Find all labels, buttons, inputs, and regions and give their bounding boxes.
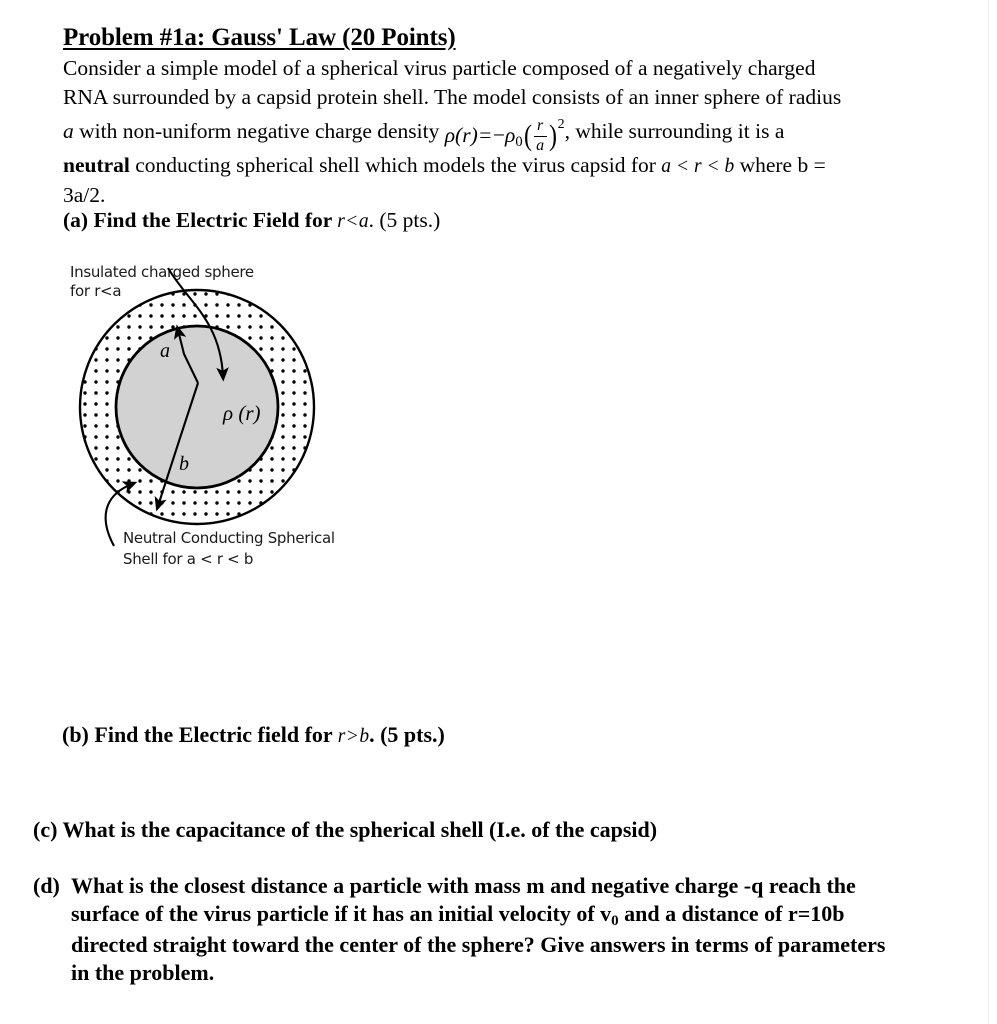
part-a-cond-right: a	[358, 211, 369, 232]
part-b-cond-right: b	[359, 726, 370, 747]
page-title: Problem #1a: Gauss' Law (20 Points)	[63, 24, 456, 51]
radius-b-label: b	[179, 453, 189, 475]
radius-a-label: a	[160, 340, 170, 362]
statement-line-2: RNA surrounded by a capsid protein shell. The model consists of an inner sphere of radius	[63, 85, 842, 109]
inequality-a-r-b: a < r < b	[661, 156, 735, 178]
part-a-condition	[337, 211, 368, 232]
part-a-cond-rel: <	[346, 211, 358, 232]
paren-open: (	[523, 118, 532, 152]
exponent-two: 2	[557, 117, 565, 132]
fraction-r-over-a	[533, 118, 548, 154]
rho-zero-symbol: ρ	[505, 123, 516, 148]
statement-line-3	[63, 112, 953, 154]
statement-line-1: Consider a simple model of a spherical virus particle composed of a negatively charged	[63, 56, 816, 80]
part-d-line-2-pre: surface of the virus particle if it has an initial velocity of v	[71, 900, 612, 926]
part-c-text: What is the capacitance of the spherical shell (I.e. of the capsid)	[62, 817, 658, 842]
part-d-line-4: in the problem.	[71, 959, 215, 985]
part-a-cond-left: r	[337, 211, 345, 232]
statement-line-3-tail: , while surrounding it is a	[564, 119, 785, 144]
paren-close: )	[548, 118, 557, 152]
equals-sign: =	[479, 123, 492, 148]
rho-zero-subscript: 0	[515, 134, 523, 151]
fraction-numerator: r	[536, 117, 544, 135]
part-d-line-2	[71, 900, 983, 932]
part-d-label: (d)	[33, 873, 60, 898]
figure-label-conducting-shell	[123, 528, 335, 570]
neutral-keyword: neutral	[63, 153, 130, 178]
question-part-c	[33, 817, 657, 843]
part-d-line-2-post: and a distance of r=10b	[618, 900, 845, 926]
charge-density-label: ρ (r)	[223, 401, 261, 425]
figure-label-top-line-2: for r<a	[70, 282, 122, 300]
minus-sign: −	[492, 123, 506, 148]
question-part-a	[63, 208, 440, 233]
part-d-line-3: directed straight toward the center of the sphere? Give answers in terms of parameters	[71, 932, 886, 957]
figure-label-bottom-line-1: Neutral Conducting Spherical	[123, 529, 335, 547]
part-d-line-1: What is the closest distance a particle with mass m and negative charge -q reach the	[71, 873, 856, 898]
part-c-label: (c)	[33, 817, 58, 842]
charge-density-equation	[445, 116, 565, 155]
statement-line-4-text: conducting spherical shell which models the virus capsid for	[135, 153, 656, 178]
part-b-cond-rel: >	[346, 726, 358, 747]
part-a-points: . (5 pts.)	[368, 208, 441, 232]
velocity-subscript: 0	[611, 912, 619, 929]
part-b-label: (b) Find the Electric field for	[62, 722, 333, 747]
statement-line-4	[63, 151, 953, 181]
part-a-label: (a) Find the Electric Field for	[63, 208, 332, 232]
virus-sphere-figure	[60, 258, 400, 578]
statement-line-3-text: with non-uniform negative charge density	[79, 119, 440, 144]
statement-line-4-tail: where b =	[739, 153, 826, 178]
question-part-b	[62, 722, 445, 748]
figure-label-bottom-line-2: Shell for a < r < b	[123, 550, 254, 568]
page-edge-line	[988, 0, 989, 1024]
part-b-cond-left: r	[337, 726, 346, 747]
question-part-d	[33, 872, 983, 986]
figure-label-top-line-1: Insulated charged sphere	[70, 263, 254, 281]
statement-line-5: 3a/2.	[63, 183, 106, 208]
fraction-denominator: a	[536, 136, 545, 154]
part-b-points: . (5 pts.)	[369, 722, 445, 747]
problem-statement	[63, 54, 953, 210]
rho-function: ρ(r)	[444, 123, 478, 148]
part-b-condition	[338, 726, 369, 747]
part-d-body	[71, 872, 983, 986]
radius-symbol-a: a	[63, 119, 74, 144]
